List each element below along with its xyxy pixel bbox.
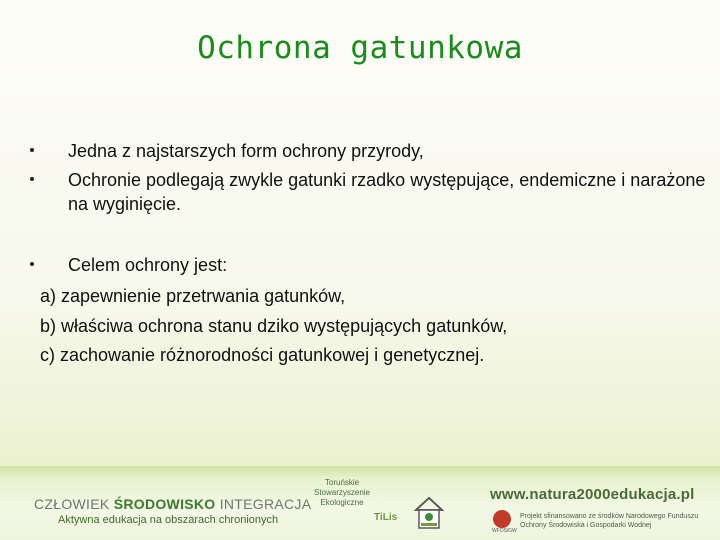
- house-logo-icon: [414, 496, 444, 532]
- bullet-text: Ochronie podlegają zwykle gatunki rzadko występujące, endemiczne i narażone na wyginięcie.: [68, 170, 706, 214]
- tagline-part: INTEGRACJA: [215, 496, 312, 512]
- bullet-dot: [30, 262, 34, 266]
- footer-tagline: [34, 496, 311, 512]
- bullet-text: Celem ochrony jest:: [68, 255, 228, 275]
- list-item-b: b) właściwa ochrona stanu dziko występujących gatunków,: [40, 316, 508, 336]
- footer-subtitle: Aktywna edukacja na obszarach chronionych: [58, 514, 279, 526]
- funding-note: Projekt sfinansowano ze środków Narodowego Funduszu Ochrony Środowiska i Gospodarki Wodnej: [520, 513, 699, 529]
- wfos-label: WFOŚiGW: [492, 528, 517, 534]
- wfos-logo-icon: [493, 510, 511, 528]
- bullet-text: Jedna z najstarszych form ochrony przyrody,: [68, 141, 424, 161]
- list-item-c: c) zachowanie różnorodności gatunkowej i genetycznej.: [40, 345, 485, 365]
- footer-banner: [0, 466, 720, 540]
- bullet-dot: [30, 148, 34, 152]
- tilis-logo: TiLis: [374, 512, 398, 523]
- tagline-part: CZŁOWIEK: [34, 496, 114, 512]
- slide-title: Ochrona gatunkowa: [197, 30, 523, 66]
- bullet-dot: [30, 177, 34, 181]
- tilis-name: Toruńskie Stowarzyszenie Ekologiczne: [313, 478, 371, 507]
- website-link[interactable]: www.natura2000edukacja.pl: [490, 486, 695, 503]
- tagline-bold: ŚRODOWISKO: [113, 496, 216, 512]
- list-item-a: a) zapewnienie przetrwania gatunków,: [40, 286, 346, 306]
